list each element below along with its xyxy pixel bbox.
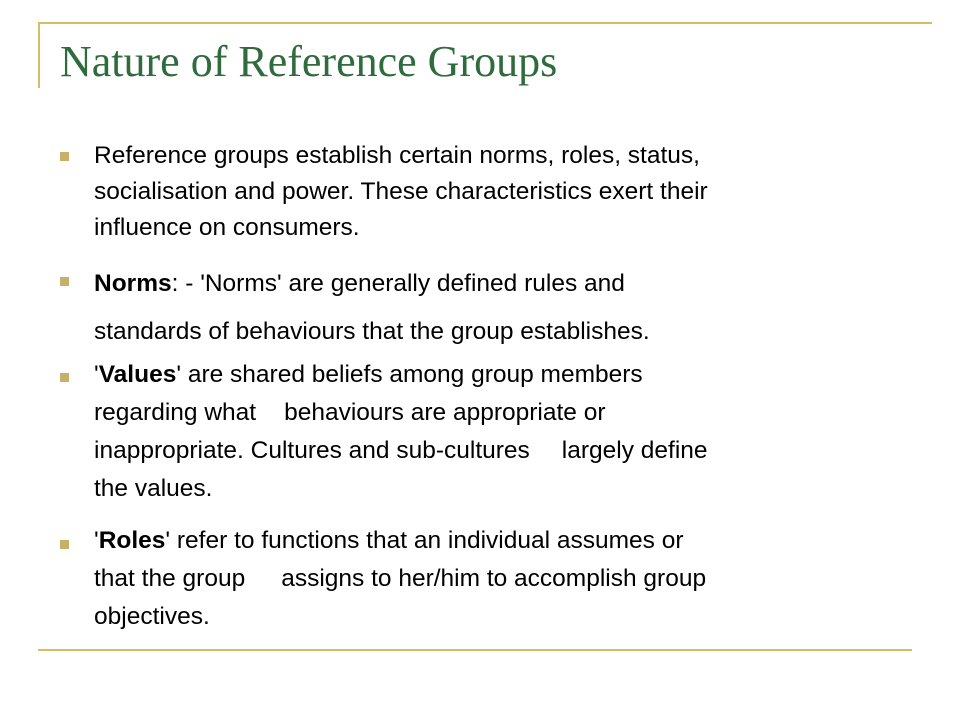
- quote-mark: ': [94, 527, 99, 554]
- top-rule: [38, 22, 932, 24]
- text-fragment: ' are shared beliefs among group members: [176, 361, 643, 388]
- text-fragment: largely define: [561, 437, 708, 464]
- text-line: the values.: [94, 475, 213, 502]
- bullet-marker: [60, 540, 69, 549]
- quote-mark: ': [94, 361, 99, 388]
- text-line: objectives.: [94, 603, 210, 630]
- term-norms: Norms: [94, 270, 172, 297]
- bullet-marker: [60, 152, 69, 161]
- slide-title: Nature of Reference Groups: [60, 37, 558, 86]
- bullet-text-roles: [94, 522, 932, 636]
- text-line: influence on consumers.: [94, 214, 360, 241]
- bullet-marker: [60, 373, 69, 382]
- text-fragment: behaviours are appropriate or: [284, 399, 606, 426]
- text-line: standards of behaviours that the group establishes.: [94, 318, 650, 345]
- term-roles: Roles: [98, 527, 166, 554]
- left-rule: [38, 22, 40, 88]
- text-fragment: inappropriate. Cultures and sub-cultures: [94, 437, 530, 464]
- text-fragment: that the group: [94, 565, 246, 592]
- text-fragment: regarding what: [94, 399, 257, 426]
- bullet-marker: [60, 277, 69, 286]
- text-line: socialisation and power. These characteristics exert their: [94, 178, 708, 205]
- text-fragment: ' refer to functions that an individual assumes or: [165, 527, 684, 554]
- text-fragment: assigns to her/him to accomplish group: [281, 565, 707, 592]
- bottom-rule: [38, 649, 912, 651]
- bullet-text-intro: [94, 138, 932, 246]
- bullet-text-norms: [94, 260, 932, 356]
- bullet-text-values: [94, 356, 932, 508]
- text-line: Reference groups establish certain norms, roles, status,: [94, 142, 700, 169]
- term-values: Values: [98, 361, 177, 388]
- text-fragment: : - 'Norms' are generally defined rules and: [171, 270, 625, 297]
